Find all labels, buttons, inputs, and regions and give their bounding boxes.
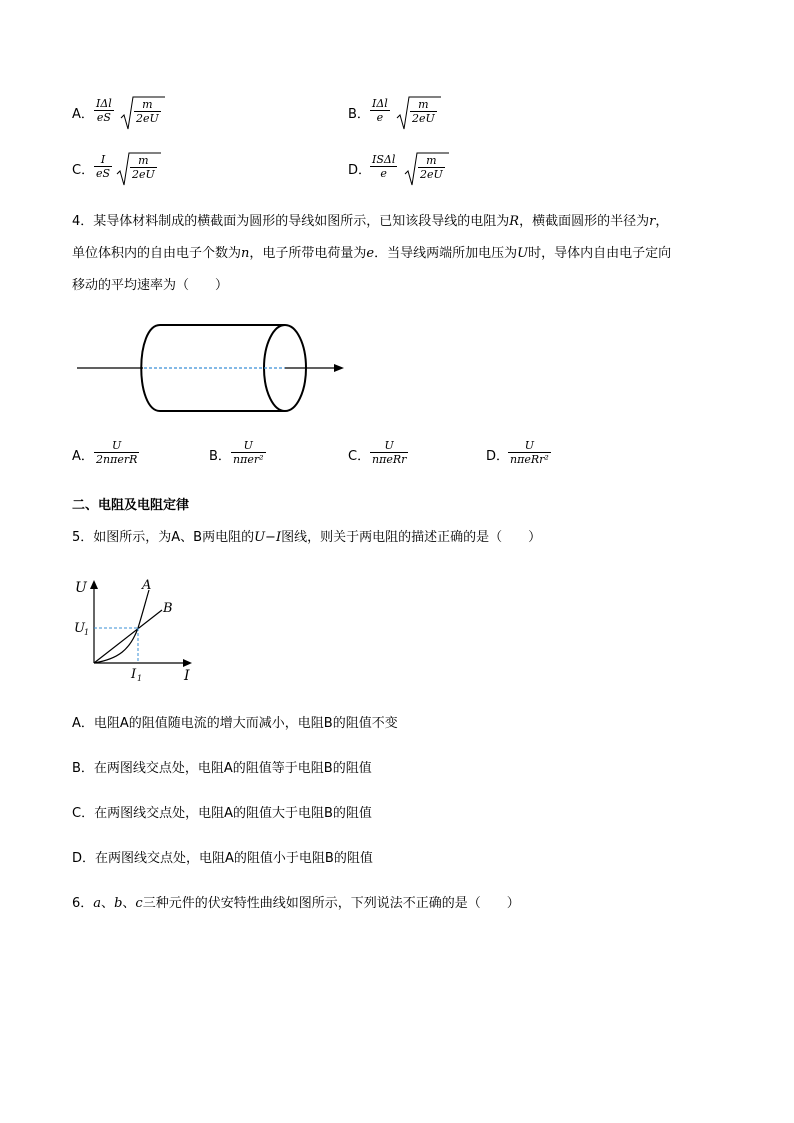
q4-wire-diagram	[70, 315, 360, 420]
q4-option-a-label: A．	[72, 449, 94, 464]
curve-label-b: B	[163, 601, 173, 616]
q4-stem-line3: 移动的平均速率为（ ）	[72, 278, 229, 293]
q3-option-c-sqrt: $\frac{m}{2eU}$	[116, 152, 162, 188]
q3-option-a-label: A．	[72, 107, 94, 122]
q6-stem: 6．a、b、c三种元件的伏安特性曲线如图所示，下列说法不正确的是（ ）	[72, 896, 520, 911]
q3-option-b-label: B．	[348, 107, 370, 122]
q4-stem-line1: 4．某导体材料制成的横截面为圆形的导线如图所示，已知该段导线的电阻为R，横截面圆形的半径为r，	[72, 214, 669, 229]
q4-option-d-fraction: U nπeRr²	[510, 439, 549, 466]
q4-option-b-fraction: U nπer²	[233, 439, 264, 466]
q4-option-d-label: D．	[486, 449, 510, 464]
tick-label-i1: I	[131, 667, 137, 682]
q5-stem: 5．如图所示，为A、B两电阻的U−I图线，则关于两电阻的描述正确的是（ ）	[72, 530, 542, 545]
q4-option-b-label: B．	[209, 449, 231, 464]
q5-option-a: A．电阻A的阻值随电流的增大而减小，电阻B的阻值不变	[72, 716, 398, 731]
q3-option-b-sqrt: $\frac{m}{2eU}$	[396, 96, 442, 132]
tick-label-i1-sub: 1	[137, 674, 143, 683]
q4-option-a-fraction: U 2nπerR	[96, 439, 138, 466]
q3-option-c-fraction: $\frac{I}{eS}$	[96, 153, 111, 180]
q3-option-c-label: C．	[72, 163, 95, 178]
tick-label-u1-sub: 1	[84, 628, 90, 637]
section-heading: 二、电阻及电阻定律	[72, 498, 190, 513]
q5-option-b: B．在两图线交点处，电阻A的阻值等于电阻B的阻值	[72, 761, 372, 776]
tick-label-u1: U	[74, 621, 85, 636]
axis-label-i: I	[184, 668, 190, 684]
q5-option-c: C．在两图线交点处，电阻A的阻值大于电阻B的阻值	[72, 806, 372, 821]
q4-option-c-label: C．	[348, 449, 371, 464]
y-axis-arrow-icon	[90, 580, 98, 589]
q3-option-b-fraction: IΔl e	[372, 97, 388, 124]
q4-option-c-fraction: U nπeRr	[372, 439, 407, 466]
line-b	[94, 610, 162, 663]
q4-stem-line2: 单位体积内的自由电子个数为n，电子所带电荷量为e．当导线两端所加电压为U时，导体内自由电子定向	[72, 246, 672, 261]
q3-option-a-fraction: IΔl eS	[96, 97, 112, 124]
q3-option-d-fraction: ISΔl e	[372, 153, 396, 180]
axis-label-u: U	[75, 580, 87, 596]
arrow-head-icon	[334, 364, 344, 372]
q5-option-d: D．在两图线交点处，电阻A的阻值小于电阻B的阻值	[72, 851, 373, 866]
curve-label-a: A	[142, 578, 152, 593]
x-axis-arrow-icon	[183, 659, 192, 667]
q3-option-d-sqrt: $\frac{m}{2eU}$	[404, 152, 450, 188]
q3-option-a-sqrt: $\frac{m}{2eU}$	[120, 96, 166, 132]
q5-ui-graph	[70, 572, 200, 687]
q3-option-d-label: D．	[348, 163, 372, 178]
